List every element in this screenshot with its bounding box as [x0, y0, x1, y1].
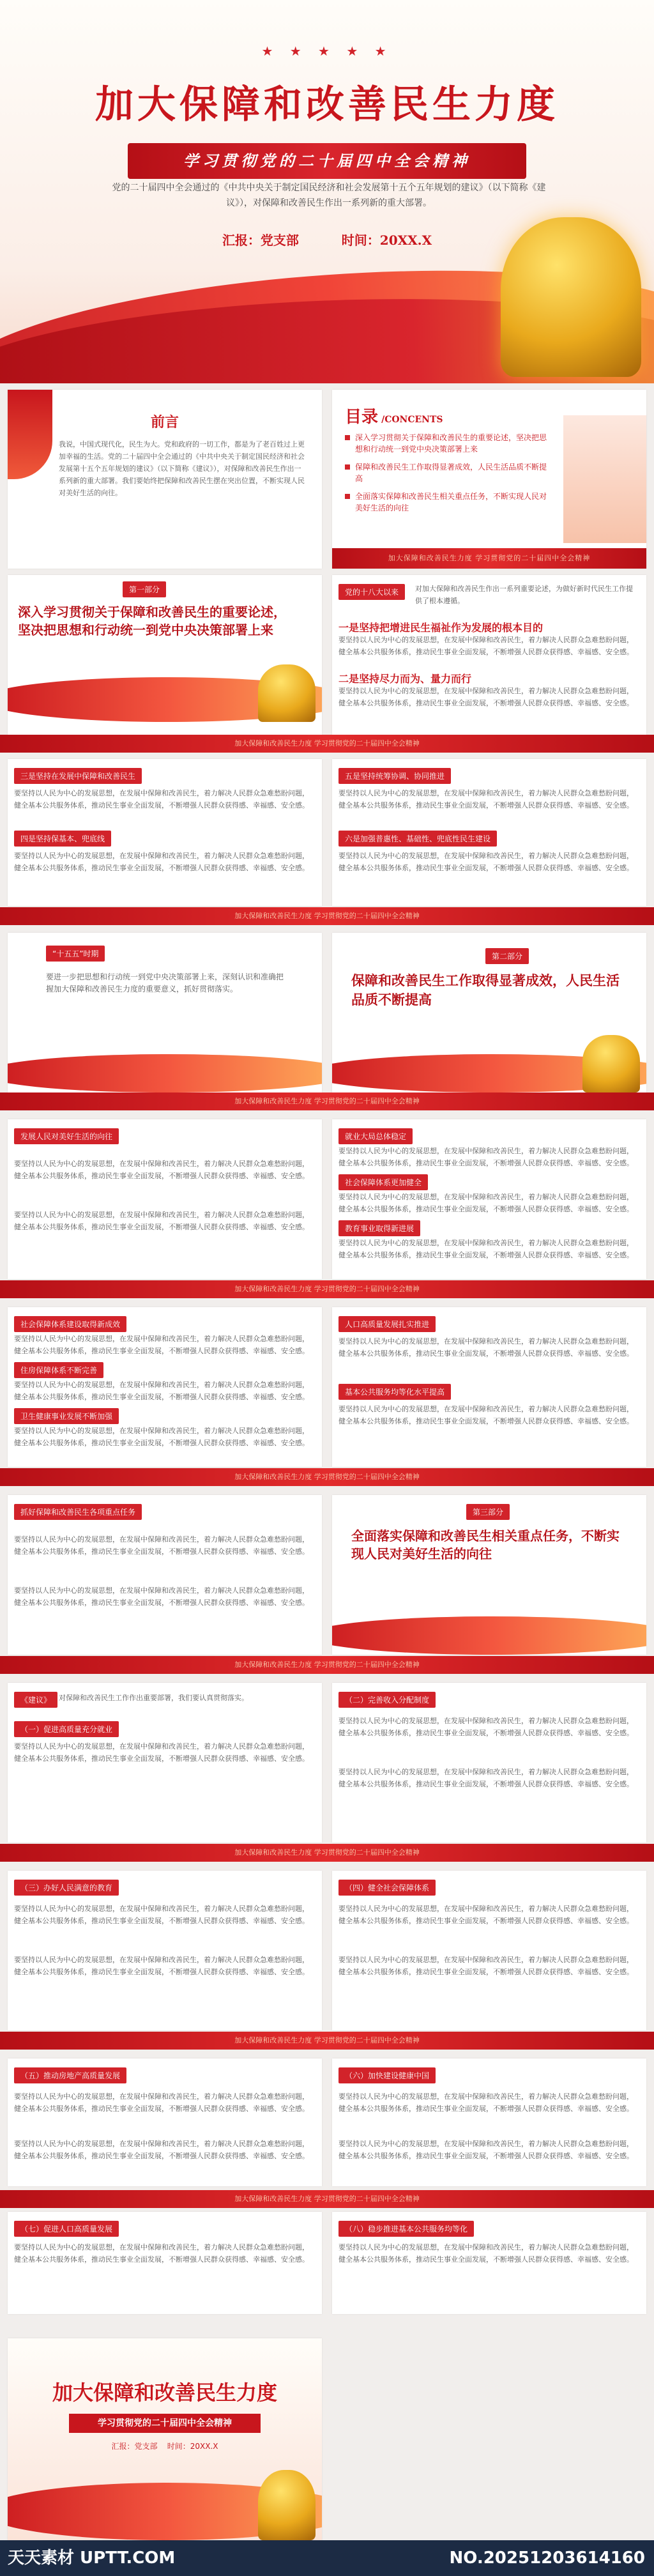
slide-tag: 就业大局总体稳定: [338, 1128, 413, 1144]
slide-tag: （八）稳步推进基本公共服务均等化: [338, 2221, 474, 2237]
slide-tag: 六是加强普惠性、基础性、兜底性民生建设: [338, 831, 497, 847]
part2-slide: [332, 933, 646, 1092]
part3-label: 第三部分: [466, 1504, 510, 1520]
row-footer: 加大保障和改善民生力度 学习贯彻党的二十届四中全会精神: [0, 1844, 654, 1862]
slide-heading: 二是坚持尽力而为、量力而行: [338, 673, 472, 685]
slide-body: 要坚持以人民为中心的发展思想，在发展中保障和改善民生，着力解决人民群众急难愁盼问题，健全基本公共服务体系，推动民生事业全面发展，不断增强人民群众获得感、幸福感、安全感。: [14, 1160, 309, 1180]
slide-11: [8, 1307, 322, 1467]
slide-7: [8, 933, 322, 1092]
part2-label: 第二部分: [485, 948, 529, 964]
slide-body: 要坚持以人民为中心的发展思想，在发展中保障和改善民生，着力解决人民群众急难愁盼问题，健全基本公共服务体系，推动民生事业全面发展，不断增强人民群众获得感、幸福感、安全感。: [338, 852, 634, 872]
slide-body: 要坚持以人民为中心的发展思想，在发展中保障和改善民生，着力解决人民群众急难愁盼问题，健全基本公共服务体系，推动民生事业全面发展，不断增强人民群众获得感、幸福感、安全感。: [338, 1405, 634, 1425]
slide-body: 要坚持以人民为中心的发展思想，在发展中保障和改善民生，着力解决人民群众急难愁盼问题，健全基本公共服务体系，推动民生事业全面发展，不断增强人民群众获得感、幸福感、安全感。: [14, 1335, 309, 1355]
slide-17: [8, 1871, 322, 2030]
slide-body: 要坚持以人民为中心的发展思想，在发展中保障和改善民生，着力解决人民群众急难愁盼问题，健全基本公共服务体系，推动民生事业全面发展，不断增强人民群众获得感、幸福感、安全感。: [338, 1239, 634, 1259]
slide-body: 要坚持以人民为中心的发展思想，在发展中保障和改善民生，着力解决人民群众急难愁盼问题，健全基本公共服务体系，推动民生事业全面发展，不断增强人民群众获得感、幸福感、安全感。: [338, 1147, 634, 1167]
slide-tag: 卫生健康事业发展不断加强: [14, 1408, 119, 1424]
hero-slide: [0, 0, 654, 383]
slide-body: 要坚持以人民为中心的发展思想，在发展中保障和改善民生，着力解决人民群众急难愁盼问题，健全基本公共服务体系，推动民生事业全面发展，不断增强人民群众获得感、幸福感、安全感。: [14, 1956, 309, 1976]
toc-slide: [332, 390, 646, 569]
slide-6: [332, 759, 646, 906]
slide-9: [8, 1119, 322, 1279]
slide-20: [332, 2058, 646, 2186]
slide-text: 对加大保障和改善民生作出一系列重要论述，为做好新时代民生工作提供了根本遵循。: [415, 585, 633, 605]
slide-body: 要坚持以人民为中心的发展思想，在发展中保障和改善民生，着力解决人民群众急难愁盼问题，健全基本公共服务体系，推动民生事业全面发展，不断增强人民群众获得感、幸福感、安全感。: [338, 789, 634, 809]
part1-title: 深入学习贯彻关于保障和改善民生的重要论述，坚决把思想和行动统一到党中央决策部署上来: [18, 604, 286, 638]
red-wave-decoration: [8, 1054, 322, 1092]
slide-tag: 发展人民对美好生活的向往: [14, 1128, 119, 1144]
slide-body: 要坚持以人民为中心的发展思想，在发展中保障和改善民生，着力解决人民群众急难愁盼问题，健全基本公共服务体系，推动民生事业全面发展，不断增强人民群众获得感、幸福感、安全感。: [338, 2092, 634, 2113]
watermark-bar: [0, 2540, 654, 2576]
part3-slide: [332, 1495, 646, 1655]
part1-slide: [8, 575, 322, 735]
toc-title: 目录: [345, 408, 379, 427]
toc-item[interactable]: 全面落实保障和改善民生相关重点任务，不断实现人民对美好生活的向往: [345, 491, 549, 514]
hero-title: 加大保障和改善民生力度: [95, 82, 559, 127]
slide-body: 要坚持以人民为中心的发展思想，在发展中保障和改善民生，着力解决人民群众急难愁盼问题，健全基本公共服务体系，推动民生事业全面发展，不断增强人民群众获得感、幸福感、安全感。: [14, 1211, 309, 1231]
hero-intro: 党的二十届四中全会通过的《中共中央关于制定国民经济和社会发展第十五个五年规划的建议》（以下简称《建议》），对保障和改善民生作出一系列新的重大部署。: [112, 183, 546, 208]
slide-22: [332, 2212, 646, 2314]
slide-body: 要坚持以人民为中心的发展思想，在发展中保障和改善民生，着力解决人民群众急难愁盼问题，健全基本公共服务体系，推动民生事业全面发展，不断增强人民群众获得感、幸福感、安全感。: [14, 1535, 309, 1556]
slide-5: [8, 759, 322, 906]
row-footer: 加大保障和改善民生力度 学习贯彻党的二十届四中全会精神: [0, 2190, 654, 2208]
row-footer: 加大保障和改善民生力度 学习贯彻党的二十届四中全会精神: [0, 735, 654, 753]
slide-tag: 教育事业取得新进展: [338, 1220, 420, 1236]
toc-item[interactable]: 深入学习贯彻关于保障和改善民生的重要论述，坚决把思想和行动统一到党中央决策部署上来: [345, 432, 549, 455]
stars-decoration: ★ ★ ★ ★ ★: [261, 43, 393, 59]
slide-tag: （三）办好人民满意的教育: [14, 1880, 119, 1896]
slide-tag: （四）健全社会保障体系: [338, 1880, 436, 1896]
row-footer: 加大保障和改善民生力度 学习贯彻党的二十届四中全会精神: [0, 1656, 654, 1674]
golden-lion-image: [258, 664, 316, 722]
slide-text: 对保障和改善民生工作作出重要部署，我们要认真贯彻落实。: [59, 1694, 248, 1702]
row-footer: 加大保障和改善民生力度 学习贯彻党的二十届四中全会精神: [0, 2032, 654, 2050]
slide-body: 要坚持以人民为中心的发展思想，在发展中保障和改善民生，着力解决人民群众急难愁盼问题，健全基本公共服务体系，推动民生事业全面发展，不断增强人民群众获得感、幸福感、安全感。: [14, 852, 309, 872]
slide-body: 要坚持以人民为中心的发展思想，在发展中保障和改善民生，着力解决人民群众急难愁盼问题，健全基本公共服务体系，推动民生事业全面发展，不断增强人民群众获得感、幸福感、安全感。: [14, 1586, 309, 1607]
slide-tag: 人口高质量发展扎实推进: [338, 1316, 436, 1332]
slide-body: 要坚持以人民为中心的发展思想，在发展中保障和改善民生，着力解决人民群众急难愁盼问题，健全基本公共服务体系，推动民生事业全面发展，不断增强人民群众获得感、幸福感、安全感。: [338, 687, 634, 707]
hero-subtitle: 学习贯彻党的二十届四中全会精神: [128, 143, 526, 179]
row-footer: 加大保障和改善民生力度 学习贯彻党的二十届四中全会精神: [0, 1092, 654, 1110]
closing-subtitle: 学习贯彻党的二十届四中全会精神: [69, 2414, 261, 2433]
slide-tag: （五）推动房地产高质量发展: [14, 2067, 126, 2083]
closing-meta: [8, 2441, 322, 2451]
hero-time: 时间：20XX.X: [341, 233, 432, 248]
row-footer: 加大保障和改善民生力度 学习贯彻党的二十届四中全会精神: [0, 1468, 654, 1486]
watermark-site: 天天素材 UPTT.COM: [8, 2549, 176, 2568]
hero-reporter: 汇报：党支部: [222, 233, 299, 248]
slide-19: [8, 2058, 322, 2186]
watermark-number: NO.20251203614160: [449, 2549, 645, 2568]
slide-tag: 社会保障体系更加健全: [338, 1174, 428, 1190]
slide-tag: 基本公共服务均等化水平提高: [338, 1384, 451, 1400]
toc-item[interactable]: 保障和改善民生工作取得显著成效，人民生活品质不断提高: [345, 461, 549, 484]
slide-body: 要坚持以人民为中心的发展思想，在发展中保障和改善民生，着力解决人民群众急难愁盼问题，健全基本公共服务体系，推动民生事业全面发展，不断增强人民群众获得感、幸福感、安全感。: [14, 1742, 309, 1763]
golden-lion-image: [582, 1035, 640, 1092]
slide-footer: 加大保障和改善民生力度 学习贯彻党的二十届四中全会精神: [332, 548, 646, 569]
slide-tag: 《建议》: [14, 1692, 57, 1708]
preface-title: 前言: [150, 414, 179, 431]
preface-text: 我说，中国式现代化，民生为大。党和政府的一切工作，都是为了老百姓过上更加幸福的生活。党的二十届四中全会通过的《中共中央关于制定国民经济和社会发展第十五个五年规划的建议》（以下简称《建议》），对保障和改善民生作出一系列新的重大部署。我们要始终把保障和改善民生摆在突出位置，不断实现人民对美好生活的向往。: [59, 440, 305, 497]
toc-list: [345, 432, 549, 520]
slide-21: [8, 2212, 322, 2314]
slide-tag: （二）完善收入分配制度: [338, 1692, 436, 1708]
slide-tag: （六）加快建设健康中国: [338, 2067, 436, 2083]
slide-body: 要坚持以人民为中心的发展思想，在发展中保障和改善民生，着力解决人民群众急难愁盼问题，健全基本公共服务体系，推动民生事业全面发展，不断增强人民群众获得感、幸福感、安全感。: [338, 1905, 634, 1925]
slide-body: 要坚持以人民为中心的发展思想，在发展中保障和改善民生，着力解决人民群众急难愁盼问题，健全基本公共服务体系，推动民生事业全面发展，不断增强人民群众获得感、幸福感、安全感。: [14, 789, 309, 809]
part2-title: 保障和改善民生工作取得显著成效，人民生活品质不断提高: [351, 972, 620, 1008]
slide-15: [8, 1683, 322, 1843]
slide-body: 要坚持以人民为中心的发展思想，在发展中保障和改善民生，着力解决人民群众急难愁盼问题，健全基本公共服务体系，推动民生事业全面发展，不断增强人民群众获得感、幸福感、安全感。: [338, 2140, 634, 2160]
toc-title-en: /CONCENTS: [381, 415, 443, 425]
slide-body: 要坚持以人民为中心的发展思想，在发展中保障和改善民生，着力解决人民群众急难愁盼问题，健全基本公共服务体系，推动民生事业全面发展，不断增强人民群众获得感、幸福感、安全感。: [338, 1768, 634, 1788]
slide-tag: 住房保障体系不断完善: [14, 1362, 103, 1378]
golden-lion-image: [501, 217, 641, 377]
slide-tag: 社会保障体系建设取得新成效: [14, 1316, 126, 1332]
slide-tag: “十五五”时期: [46, 946, 105, 962]
slide-10: [332, 1119, 646, 1279]
slide-body: 要坚持以人民为中心的发展思想，在发展中保障和改善民生，着力解决人民群众急难愁盼问题，健全基本公共服务体系，推动民生事业全面发展，不断增强人民群众获得感、幸福感、安全感。: [338, 2243, 634, 2264]
slide-tag: 四是坚持保基本、兜底线: [14, 831, 111, 847]
slide-tag: 三是坚持在发展中保障和改善民生: [14, 768, 142, 784]
closing-slide: [8, 2338, 322, 2540]
slide-body: 要坚持以人民为中心的发展思想，在发展中保障和改善民生，着力解决人民群众急难愁盼问题，健全基本公共服务体系，推动民生事业全面发展，不断增强人民群众获得感、幸福感、安全感。: [14, 2140, 309, 2160]
slide-body: 要坚持以人民为中心的发展思想，在发展中保障和改善民生，着力解决人民群众急难愁盼问题，健全基本公共服务体系，推动民生事业全面发展，不断增强人民群众获得感、幸福感、安全感。: [14, 1905, 309, 1925]
slide-tag: 五是坚持统筹协调、协同推进: [338, 768, 451, 784]
part3-title: 全面落实保障和改善民生相关重点任务，不断实现人民对美好生活的向往: [351, 1528, 620, 1561]
slide-tag: （一）促进高质量充分就业: [14, 1721, 119, 1737]
slide-tag: 党的十八大以来: [338, 584, 405, 600]
part1-label: 第一部分: [123, 581, 166, 597]
slide-body: 要坚持以人民为中心的发展思想，在发展中保障和改善民生，着力解决人民群众急难愁盼问题，健全基本公共服务体系，推动民生事业全面发展，不断增强人民群众获得感、幸福感、安全感。: [14, 2243, 309, 2264]
slide-body: 要坚持以人民为中心的发展思想，在发展中保障和改善民生，着力解决人民群众急难愁盼问题，健全基本公共服务体系，推动民生事业全面发展，不断增强人民群众获得感、幸福感、安全感。: [14, 1381, 309, 1401]
closing-reporter: 汇报：党支部: [111, 2442, 158, 2451]
slide-body: 要坚持以人民为中心的发展思想，在发展中保障和改善民生，着力解决人民群众急难愁盼问题，健全基本公共服务体系，推动民生事业全面发展，不断增强人民群众获得感、幸福感、安全感。: [338, 1956, 634, 1976]
slide-body: 要坚持以人民为中心的发展思想，在发展中保障和改善民生，着力解决人民群众急难愁盼问题，健全基本公共服务体系，推动民生事业全面发展，不断增强人民群众获得感、幸福感、安全感。: [14, 2092, 309, 2113]
slide-tag: 抓好保障和改善民生各项重点任务: [14, 1504, 142, 1520]
slide-12: [332, 1307, 646, 1467]
slide-body: 要坚持以人民为中心的发展思想，在发展中保障和改善民生，着力解决人民群众急难愁盼问题，健全基本公共服务体系，推动民生事业全面发展，不断增强人民群众获得感、幸福感、安全感。: [338, 1717, 634, 1737]
slide-tag: （七）促进人口高质量发展: [14, 2221, 119, 2237]
slide-18: [332, 1871, 646, 2030]
slide-4: [332, 575, 646, 735]
slide-text: 要进一步把思想和行动统一到党中央决策部署上来，深刻认识和准确把握加大保障和改善民生力度的重要意义，抓好贯彻落实。: [46, 972, 284, 993]
slide-13: [8, 1495, 322, 1655]
row-footer: 加大保障和改善民生力度 学习贯彻党的二十届四中全会精神: [0, 1280, 654, 1298]
closing-title: 加大保障和改善民生力度: [52, 2380, 277, 2405]
closing-time: 时间：20XX.X: [167, 2442, 218, 2451]
slide-body: 要坚持以人民为中心的发展思想，在发展中保障和改善民生，着力解决人民群众急难愁盼问题，健全基本公共服务体系，推动民生事业全面发展，不断增强人民群众获得感、幸福感、安全感。: [338, 1193, 634, 1213]
slide-body: 要坚持以人民为中心的发展思想，在发展中保障和改善民生，着力解决人民群众急难愁盼问题，健全基本公共服务体系，推动民生事业全面发展，不断增强人民群众获得感、幸福感、安全感。: [14, 1427, 309, 1447]
slide-heading: 一是坚持把增进民生福祉作为发展的根本目的: [338, 622, 544, 634]
red-wave-decoration: [332, 1616, 646, 1655]
slide-body: 要坚持以人民为中心的发展思想，在发展中保障和改善民生，着力解决人民群众急难愁盼问题，健全基本公共服务体系，推动民生事业全面发展，不断增强人民群众获得感、幸福感、安全感。: [338, 1337, 634, 1358]
slide-body: 要坚持以人民为中心的发展思想，在发展中保障和改善民生，着力解决人民群众急难愁盼问题，健全基本公共服务体系，推动民生事业全面发展，不断增强人民群众获得感、幸福感、安全感。: [338, 636, 634, 656]
golden-lion-image: [258, 2470, 316, 2540]
row-footer: 加大保障和改善民生力度 学习贯彻党的二十届四中全会精神: [0, 907, 654, 925]
preface-slide: [8, 390, 322, 569]
slide-16: [332, 1683, 646, 1843]
